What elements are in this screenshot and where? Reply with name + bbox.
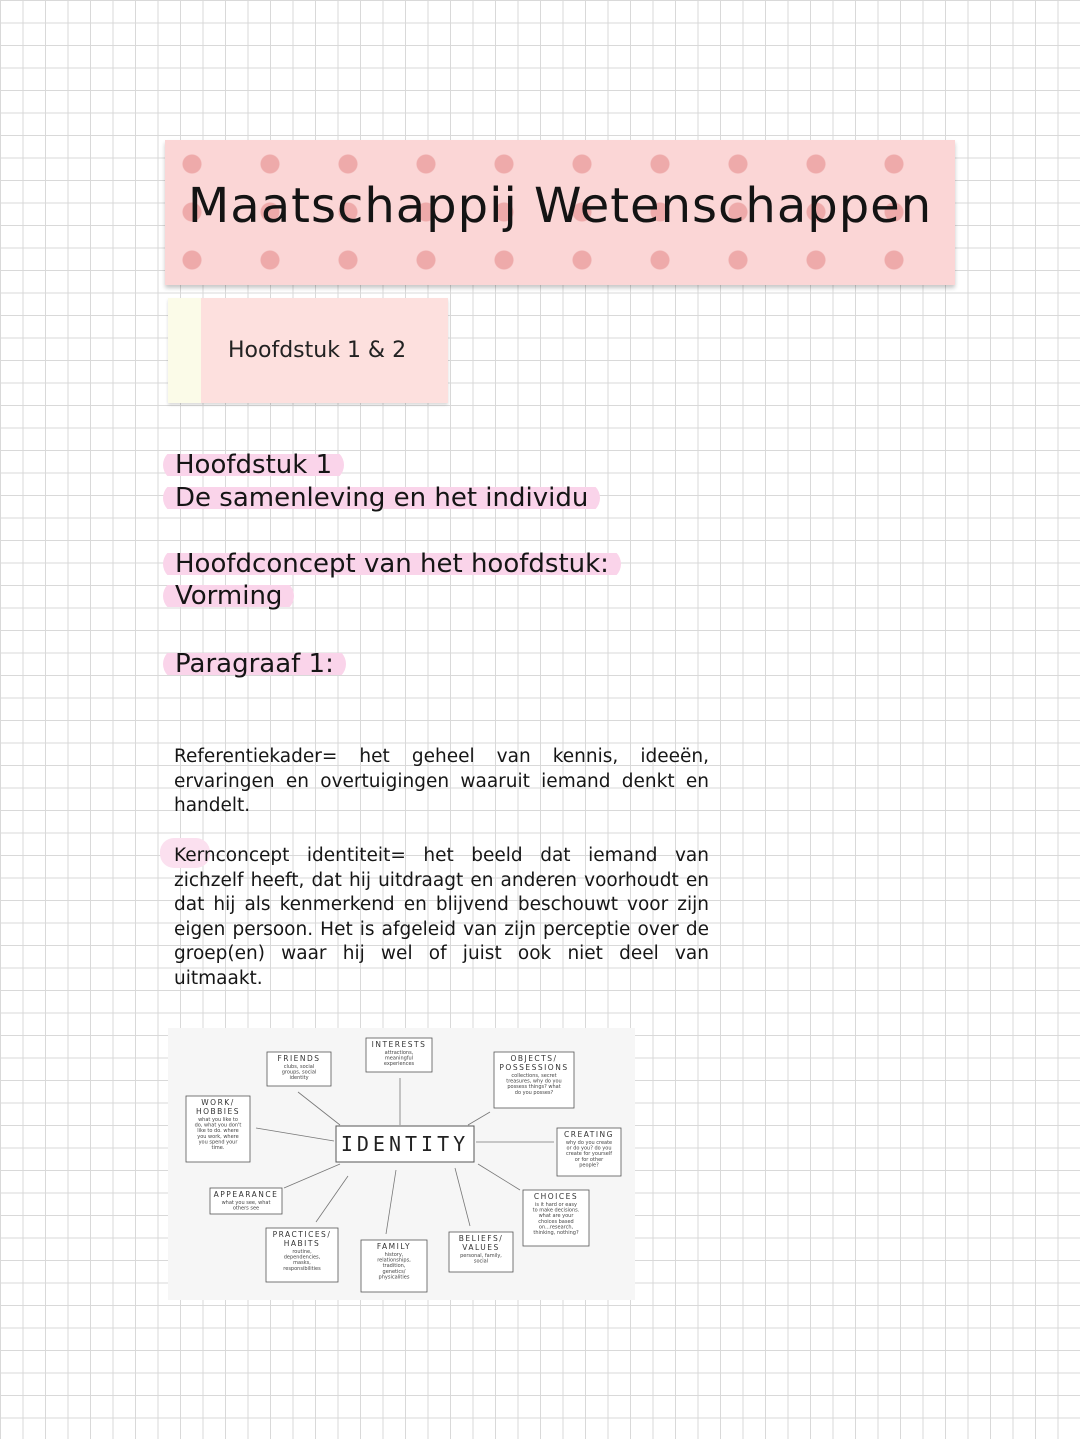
diagram-connector [298,1092,340,1125]
diagram-node-desc: physicalities [378,1274,410,1281]
diagram-node [523,1190,589,1246]
diagram-node-desc: relationships, [377,1257,411,1264]
diagram-node [210,1188,282,1214]
diagram-connector [386,1170,396,1234]
paragraph-label: Paragraaf 1: [163,648,346,680]
diagram-node-title: INTERESTS [371,1040,427,1049]
diagram-node-title: OBJECTS/ [510,1054,558,1063]
diagram-node [494,1052,574,1108]
concept-value: Vorming [163,580,294,612]
diagram-node-desc: what you like to [198,1117,238,1123]
diagram-node-desc: thinking, nothing? [533,1230,579,1236]
diagram-node-desc: why do you create [565,1140,613,1146]
diagram-nodes [186,1038,621,1292]
diagram-node [449,1232,513,1272]
diagram-node-title: APPEARANCE [213,1190,279,1199]
diagram-node-desc: collections, secret [511,1073,557,1079]
diagram-node-desc: responsibilities [283,1265,321,1272]
diagram-node-title: HOBBIES [195,1107,241,1116]
identity-diagram-svg [168,1028,635,1300]
diagram-node-desc: dependencies, [283,1254,321,1261]
diagram-connector [468,1112,490,1125]
diagram-node-desc: clubs, social [283,1064,315,1070]
diagram-node [361,1240,427,1292]
diagram-connector [455,1168,470,1226]
diagram-node-desc: create for yourself [566,1151,612,1158]
diagram-node-desc: social [473,1258,489,1265]
diagram-node-title: FAMILY [376,1242,412,1251]
diagram-node-desc: do you posses? [514,1089,554,1096]
diagram-node-desc: time. [211,1145,225,1151]
diagram-node [557,1128,621,1176]
tag-stub [168,298,201,403]
diagram-node-desc: what are your [538,1213,574,1220]
diagram-node-desc: do, what you don't [194,1122,242,1129]
diagram-node-desc: routine, [292,1249,312,1255]
diagram-node-desc: to make decisions. [532,1207,580,1214]
diagram-connector [256,1128,334,1141]
diagram-node-desc: attractions, [384,1050,414,1056]
diagram-node-desc: meaningful [384,1055,414,1062]
diagram-node-desc: tradition, [382,1263,406,1270]
diagram-node-desc: identity [289,1075,309,1082]
diagram-node-desc: what you see, what [221,1200,271,1206]
definition-identiteit: Kernconcept identiteit= het beeld dat iemand van zichzelf heeft, dat hij uitdraagt en anderen voorhoudt en dat hij als kenmerkend en blijvend beschouwt voor zijn eigen persoon. Het is afgeleid van zijn perceptie over de groep(en) waar hij wel of juist ook niet deel van uitmaakt. [174,844,709,992]
diagram-node [366,1038,432,1072]
diagram-node-desc: people? [579,1162,599,1169]
diagram-node [186,1096,250,1162]
diagram-node-desc: masks, [293,1260,311,1267]
chapter-number: Hoofdstuk 1 [163,449,344,481]
diagram-node-title: CHOICES [533,1192,579,1201]
diagram-node-title: WORK/ [201,1098,235,1107]
diagram-node-title: BELIEFS/ [458,1234,504,1243]
definition-referentiekader: Referentiekader= het geheel van kennis, ideeën, ervaringen en overtuigingen waaruit iemand denkt en handelt. [174,746,709,817]
identity-center-label: IDENTITY [340,1132,470,1156]
diagram-node-title: HABITS [283,1239,321,1248]
diagram-connector [316,1176,348,1222]
identity-diagram [168,1028,635,1300]
diagram-node-desc: others see [232,1205,260,1212]
diagram-node-desc: experiences [383,1061,415,1068]
diagram-node-desc: choices based [538,1218,574,1225]
diagram-node-title: PRACTICES/ [272,1230,332,1239]
diagram-node-title: FRIENDS [277,1054,321,1063]
diagram-connector [284,1164,340,1188]
diagram-node-desc: you spend your [198,1139,238,1146]
diagram-node [266,1228,338,1282]
concept-label: Hoofdconcept van het hoofdstuk: [163,548,621,580]
diagram-node-title: CREATING [564,1130,614,1139]
diagram-node-desc: is it hard or easy [535,1202,577,1208]
page-title: Maatschappij Wetenschappen [187,178,933,234]
diagram-node-desc: like to do. where [197,1128,239,1135]
diagram-node-desc: personal, family, [460,1253,502,1259]
diagram-node-desc: or for other [574,1156,604,1163]
diagram-node-desc: treasures, why do you [506,1078,562,1085]
diagram-node-desc: history, [384,1252,404,1258]
diagram-node-desc: possess things? what [507,1084,561,1091]
title-banner [165,140,955,285]
diagram-connector [478,1164,520,1190]
chapter-tag [168,298,448,403]
diagram-node-desc: or do you? do you [566,1145,612,1152]
diagram-node-title: POSSESSIONS [499,1063,569,1072]
diagram-node-desc: groups, social [281,1069,317,1076]
diagram-node-desc: on...research, [538,1224,574,1231]
diagram-node [267,1052,331,1086]
chapter-tag-label: Hoofdstuk 1 & 2 [228,338,407,363]
diagram-node-desc: genetics/ [382,1268,406,1275]
diagram-node-title: VALUES [462,1243,500,1252]
chapter-title: De samenleving en het individu [163,482,600,514]
diagram-node-desc: you work, where [197,1133,239,1140]
